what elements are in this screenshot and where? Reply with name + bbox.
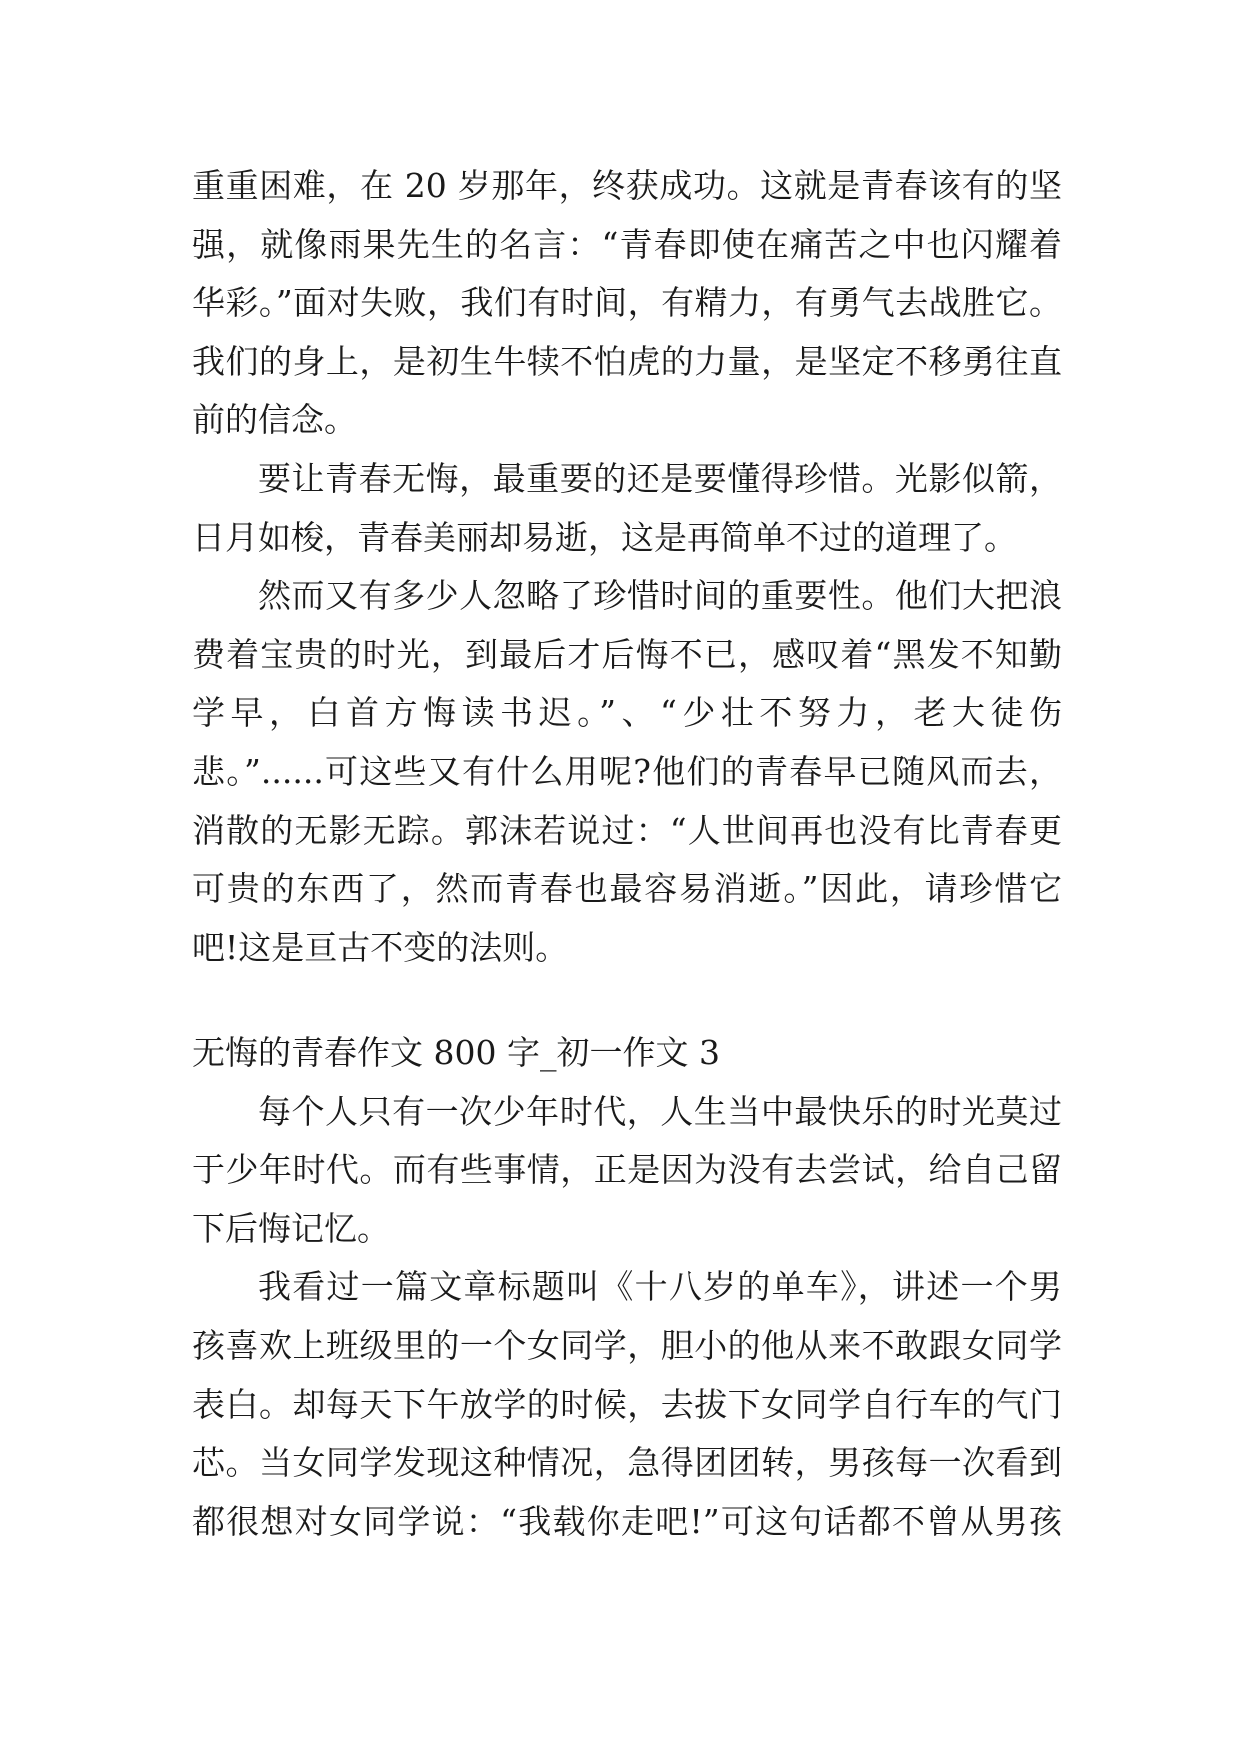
paragraph bbox=[192, 157, 1062, 450]
text-line: 于少年时代。而有些事情，正是因为没有去尝试，给自己留 bbox=[192, 1150, 1062, 1190]
text-line: 日月如梭，青春美丽却易逝，这是再简单不过的道理了。 bbox=[192, 517, 1017, 557]
text-line: 华彩。”面对失败，我们有时间，有精力，有勇气去战胜它。 bbox=[192, 283, 1062, 323]
text-line: 前的信念。 bbox=[192, 400, 357, 440]
text-line: 我们的身上，是初生牛犊不怕虎的力量，是坚定不移勇往直 bbox=[192, 341, 1062, 381]
text-line: 都很想对女同学说：“我载你走吧!”可这句话都不曾从男孩 bbox=[192, 1501, 1062, 1541]
text-line: 孩喜欢上班级里的一个女同学，胆小的他从来不敢跟女同学 bbox=[192, 1325, 1062, 1365]
text-line: 然而又有多少人忽略了珍惜时间的重要性。他们大把浪 bbox=[258, 576, 1062, 616]
text-line: 吧!这是亘古不变的法则。 bbox=[192, 927, 569, 967]
paragraph bbox=[192, 567, 1062, 977]
text-line: 要让青春无悔，最重要的还是要懂得珍惜。光影似箭， bbox=[258, 458, 1062, 498]
text-line: 学早，白首方悔读书迟。”、“少壮不努力，老大徒伤 bbox=[192, 693, 1062, 733]
paragraph bbox=[192, 450, 1062, 567]
text-line: 下后悔记忆。 bbox=[192, 1208, 390, 1248]
text-line: 重重困难，在 20 岁那年，终获成功。这就是青春该有的坚 bbox=[192, 166, 1062, 205]
text-line: 每个人只有一次少年时代，人生当中最快乐的时光莫过 bbox=[258, 1091, 1062, 1131]
text-line: 可贵的东西了，然而青春也最容易消逝。”因此，请珍惜它 bbox=[192, 869, 1062, 909]
text-line: 我看过一篇文章标题叫《十八岁的单车》，讲述一个男 bbox=[258, 1267, 1062, 1307]
text-line: 消散的无影无踪。郭沫若说过：“人世间再也没有比青春更 bbox=[192, 810, 1062, 850]
text-line: 悲。”......可这些又有什么用呢?他们的青春早已随风而去， bbox=[192, 751, 1062, 791]
text-line: 强，就像雨果先生的名言：“青春即使在痛苦之中也闪耀着 bbox=[192, 224, 1062, 264]
text-line: 表白。却每天下午放学的时候，去拔下女同学自行车的气门 bbox=[192, 1384, 1062, 1424]
text-line: 费着宝贵的时光，到最后才后悔不已，感叹着“黑发不知勤 bbox=[192, 634, 1062, 674]
paragraph bbox=[192, 1258, 1062, 1551]
text-line: 芯。当女同学发现这种情况，急得团团转，男孩每一次看到 bbox=[192, 1443, 1062, 1483]
section-title: 无悔的青春作文 800 字_初一作文 3 bbox=[192, 1033, 720, 1072]
paragraph bbox=[192, 1083, 1062, 1259]
section-b-body bbox=[192, 1024, 1062, 1551]
section-a-body bbox=[192, 157, 1062, 977]
